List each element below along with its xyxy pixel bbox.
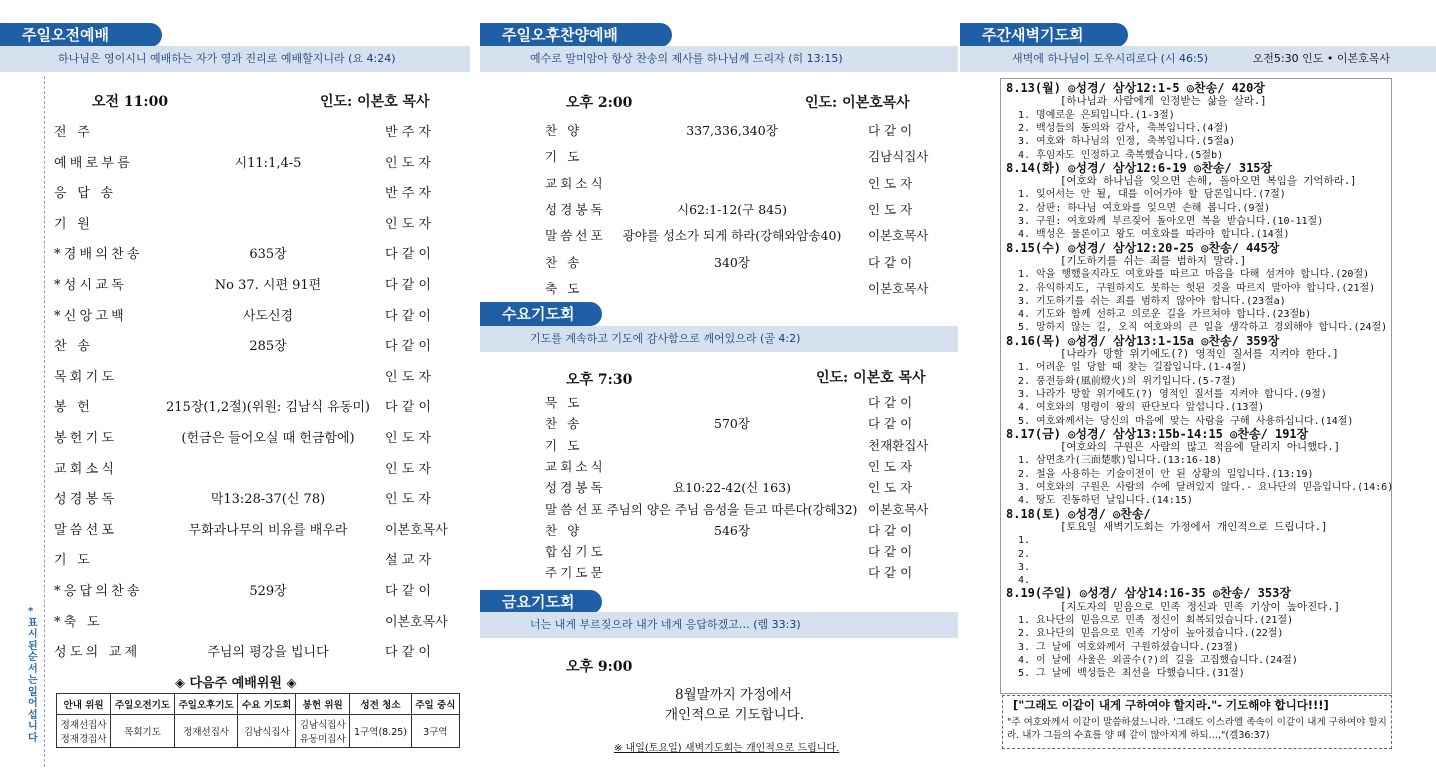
order-label: 교회소식 (54, 461, 118, 477)
order-content: 215장(1,2절)(위원: 김남식 유동미) (166, 400, 370, 416)
morning-left-rule (44, 76, 45, 767)
duty-value-cell: 3구역 (411, 715, 459, 748)
dawn-verse-text: 새벽에 하나님이 도우시리로다 (시 46:5) (1012, 52, 1209, 65)
dawn-time-leader: 오전5:30 인도 • 이본호목사 (1252, 52, 1390, 65)
order-label: *성시교독 (54, 278, 127, 293)
dawn-day-point: 1. 악을 행했을지라도 여호와를 따르고 마음을 다해 섬겨야 합니다.(20절) (1018, 269, 1370, 281)
dawn-day-point: 3. (1018, 561, 1031, 573)
dawn-day-theme: [지도자의 믿음으로 민족 정신과 민족 기상이 높아진다.] (1060, 600, 1341, 613)
dawn-day-point: 3. 기도하기를 쉬는 죄를 범하지 않아야 합니다.(23절a) (1018, 295, 1286, 307)
morning-time: 오전 11:00 (92, 94, 169, 110)
dawn-day-point: 3. 그 날에 여호와께서 구원하셨습니다.(23절) (1018, 641, 1239, 653)
morning-title: 주일오전예배 (0, 23, 162, 47)
dawn-day-heading: 8.15(수) ◎성경/ 삼상12:20-25 ◎찬송/ 445장 (1006, 240, 1280, 255)
dawn-day-point: 2. 삼판: 하나님 여호와를 잊으면 손해 봅니다.(9절) (1018, 202, 1271, 214)
dawn-quote-body: "주 여호와께서 이같이 말씀하셨느니라. '그래도 이스라엘 족속이 이같이 내게 구하여야 할지라. 내가 그들의 수효를 양 떼 같이 많아지게 하되…,"(겔36:37) (1007, 717, 1387, 741)
friday-line-2: 개인적으로 기도합니다. (665, 707, 804, 723)
order-label: 찬 송 (54, 339, 93, 355)
order-person: 인 도 자 (385, 155, 431, 171)
order-content: 주님의 양은 주님 음성을 듣고 따른다(강해32) (606, 501, 858, 517)
order-person: 반 주 자 (385, 125, 431, 140)
order-person: 다 같 이 (385, 400, 431, 416)
dawn-day-point: 4. 후임자도 인정하고 축복했습니다.(5절b) (1018, 149, 1224, 161)
order-content: 사도신경 (242, 308, 294, 324)
dawn-day-point: 2. 백성들의 동의와 감사, 축복입니다.(4절) (1018, 122, 1230, 134)
dawn-day-point: 4. 기도와 함께 선하고 의로운 길을 가르쳐야 합니다.(23절b) (1018, 309, 1312, 321)
dawn-day-point: 4. 백성은 물론이고 왕도 여호와를 따라야 합니다.(14절) (1018, 229, 1290, 241)
order-label: 합심기도 (545, 544, 606, 560)
duty-header-cell: 봉헌 위원 (296, 694, 350, 715)
order-person: 다 같 이 (868, 395, 913, 410)
order-label: 목회기도 (54, 369, 118, 385)
dawn-quote-title: ["그래도 이같이 내게 구하여야 할지라."- 기도해야 합니다!!!] (1013, 698, 1329, 712)
order-content: 337,336,340장 (686, 123, 778, 138)
duty-value-row (57, 715, 460, 748)
dawn-day-point: 4. 땅도 진동하던 날입니다.(14:15) (1018, 495, 1193, 507)
order-label: *신앙고백 (54, 308, 127, 324)
morning-verse-text: 하나님은 영이시니 예배하는 자가 영과 진리로 예배할지니라 (요 4:24) (58, 52, 396, 65)
order-person: 인 도 자 (385, 492, 431, 508)
order-content: 285장 (249, 339, 287, 355)
dawn-day-point: 5. 망하지 않는 길, 오직 여호와의 큰 일을 생각하고 경외해야 합니다.(24절) (1018, 322, 1388, 334)
order-label: *축 도 (54, 614, 103, 630)
dawn-verse (960, 46, 1436, 72)
dawn-day-point: 3. 여호와의 구원은 사람의 수에 달려있지 않다.- 요나단의 믿음입니다.(14:6) (1018, 482, 1394, 493)
order-label: 기 도 (545, 437, 583, 453)
order-person: 인 도 자 (868, 480, 913, 496)
dawn-day-point: 1. 삼면초가(三面楚歌)입니다.(13:16-18) (1018, 455, 1222, 467)
order-label: 말씀선포 (54, 522, 118, 538)
duty-value-cell: 정재선집사 (174, 715, 238, 748)
dawn-day-point: 2. 유익하지도, 구원하지도 못하는 헛된 것을 따르지 말아야 합니다.(21절) (1018, 282, 1376, 294)
friday-verse-text: 너는 내게 부르짖으라 내가 네게 응답하겠고… (렘 33:3) (530, 618, 801, 631)
order-person: 인 도 자 (868, 175, 913, 191)
dawn-day-point: 1. 요나단의 믿음으로 민족 정신이 회복되었습니다.(21절) (1018, 615, 1294, 626)
dawn-day-point: 1. (1018, 535, 1031, 547)
order-content: 529장 (249, 584, 287, 599)
dawn-day-heading: 8.13(월) ◎성경/ 삼상12:1-5 ◎찬송/ 420장 (1006, 81, 1265, 95)
standing-note (28, 606, 42, 744)
order-person: 김남식집사 (868, 149, 929, 165)
order-label: 예배로부름 (54, 155, 134, 171)
dawn-day-heading: 8.17(금) ◎성경/ 삼상13:15b-14:15 ◎찬송/ 191장 (1006, 426, 1309, 441)
order-label: 주기도문 (545, 565, 606, 581)
order-person: 천재환집사 (868, 437, 929, 453)
order-content: 요10:22-42(신 163) (673, 480, 791, 496)
order-person: 다 같 이 (385, 645, 431, 661)
order-person: 이본호목사 (385, 614, 448, 630)
order-label: 찬 송 (545, 416, 583, 432)
order-label: 성경봉독 (54, 492, 118, 508)
order-content: No 37. 시편 91편 (214, 278, 322, 293)
order-person: 이본호목사 (868, 228, 929, 244)
order-content: 시62:1-12(구 845) (677, 201, 787, 217)
order-label: 성도의 교제 (54, 645, 141, 661)
order-label: 찬 양 (545, 123, 583, 138)
afternoon-verse-text: 예수로 말미암아 항상 찬송의 제사를 하나님께 드리자 (히 13:15) (530, 52, 843, 65)
morning-verse (0, 46, 470, 72)
order-label: 기 도 (545, 149, 583, 165)
order-label: 교회소식 (545, 458, 606, 474)
wednesday-verse (480, 326, 958, 352)
order-content: 무화과나무의 비유를 배우라 (188, 522, 348, 538)
order-person: 다 같 이 (868, 254, 913, 270)
morning-column (0, 0, 470, 775)
order-person: 다 같 이 (385, 308, 431, 324)
friday-title: 금요기도회 (480, 590, 602, 614)
order-label: 봉헌기도 (54, 431, 118, 446)
friday-time: 오후 9:00 (566, 659, 633, 675)
duty-table (56, 693, 460, 748)
order-person: 다 같 이 (868, 522, 913, 538)
wednesday-time: 오후 7:30 (566, 372, 633, 388)
order-person: 인 도 자 (385, 216, 431, 232)
order-label: 말씀선포 (545, 228, 606, 244)
order-label: 성경봉독 (545, 480, 606, 496)
standing-note-text: *표시된 순서는 일어섭니다 (28, 606, 38, 744)
next-week-title: ◈ 다음주 예배위원 ◈ (175, 676, 297, 691)
order-label: 축 도 (545, 280, 583, 296)
dawn-day-theme: [나라가 망할 위기에도(?) 영적인 질서를 지켜야 한다.] (1060, 348, 1339, 360)
dawn-day-point: 2. 풍전등화(風前燈火)의 위기입니다.(5-7절) (1018, 375, 1237, 387)
order-person: 설 교 자 (385, 553, 431, 569)
duty-header-cell: 주일오전기도 (111, 694, 175, 715)
order-label: *응답의찬송 (54, 584, 143, 599)
dawn-day-theme: [여호와 하나님을 잊으면 손해, 돌아오면 복임을 기억하라.] (1060, 175, 1357, 188)
afternoon-leader: 인도: 이본호목사 (805, 95, 910, 111)
friday-note: ※ 내일(토요일) 새벽기도회는 개인적으로 드립니다. (614, 743, 840, 754)
dawn-day-point: 5. 그 날에 백성들은 최선을 다했습니다.(31절) (1018, 668, 1245, 680)
order-person: 다 같 이 (868, 416, 913, 432)
order-person: 인 도 자 (385, 369, 431, 385)
order-content: 주님의 평강을 빕니다 (207, 645, 329, 661)
order-label: 찬 송 (545, 254, 583, 270)
dawn-day-heading: 8.14(화) ◎성경/ 삼상12:6-19 ◎찬송/ 315장 (1006, 160, 1273, 175)
dawn-day-point: 4. (1018, 575, 1031, 587)
dawn-day-heading: 8.18(토) ◎성경/ ◎찬송/ (1006, 506, 1151, 521)
dawn-day-theme: [토요일 새벽기도회는 가정에서 개인적으로 드립니다.] (1060, 520, 1328, 533)
order-content: 340장 (714, 254, 750, 270)
order-content: 막13:28-37(신 78) (210, 492, 326, 508)
dawn-day-point: 3. 여호와 하나님의 인정, 축복입니다.(5절a) (1018, 136, 1236, 148)
wednesday-leader: 인도: 이본호 목사 (816, 370, 926, 386)
wednesday-title: 수요기도회 (480, 302, 602, 326)
duty-header-row (57, 694, 460, 715)
friday-line-1: 8월말까지 가정에서 (675, 687, 793, 703)
order-content: 광야를 성소가 되게 하라(강해와암송40) (622, 228, 842, 244)
morning-leader: 인도: 이본호 목사 (320, 94, 430, 110)
duty-value-cell: 목회기도 (111, 715, 175, 748)
dawn-day-point: 2. 철을 사용하는 기술이전이 안 된 상황의 일입니다.(13:19) (1018, 468, 1314, 480)
order-person: 인 도 자 (868, 458, 913, 474)
order-person: 이본호목사 (868, 501, 929, 517)
afternoon-verse (480, 46, 958, 72)
dawn-day-point: 1. 잊어서는 안 될, 대를 이어가야 할 담론입니다.(7절) (1018, 189, 1286, 201)
order-label: 묵 도 (545, 395, 583, 410)
order-label: *경배의찬송 (54, 247, 143, 263)
dawn-day-point: 2. (1018, 548, 1031, 560)
duty-value-cell: 정재선집사 정재경집사 (57, 715, 111, 748)
dawn-column (960, 0, 1436, 775)
order-person: 다 같 이 (385, 278, 431, 293)
afternoon-title: 주일오후찬양예배 (480, 23, 672, 47)
order-content: 635장 (249, 247, 287, 263)
order-person: 인 도 자 (868, 201, 913, 217)
order-content: 570장 (714, 416, 750, 432)
middle-column (480, 0, 958, 775)
duty-value-cell: 1구역(8.25) (350, 715, 411, 748)
order-label: 기 원 (54, 216, 93, 232)
order-label: 응 답 송 (54, 186, 117, 202)
order-content: 시11:1,4-5 (234, 155, 302, 171)
order-person: 이본호목사 (868, 280, 929, 296)
order-content: (헌금은 들어오실 때 헌금함에) (181, 431, 355, 446)
order-label: 봉 헌 (54, 400, 93, 416)
dawn-day-point: 4. 여호와의 명령이 왕의 판단보다 앞섭니다.(13절) (1018, 402, 1265, 414)
order-person: 이본호목사 (385, 522, 448, 538)
dawn-day-point: 3. 나라가 망할 위기에도(?) 영적인 질서를 지켜야 합니다.(9절) (1018, 388, 1327, 400)
order-person: 다 같 이 (385, 247, 431, 263)
duty-header-cell: 안내 위원 (57, 694, 111, 715)
dawn-day-point: 1. 어려운 일 당할 때 찾는 길잡입니다.(1-4절) (1018, 362, 1248, 374)
order-label: 교회소식 (545, 175, 606, 191)
dawn-day-theme: [하나님과 사람에게 인정받는 삶을 살라.] (1060, 95, 1267, 108)
order-person: 다 같 이 (868, 123, 913, 138)
dawn-day-heading: 8.16(목) ◎성경/ 삼상13:1-15a ◎찬송/ 359장 (1006, 333, 1280, 348)
order-label: 말씀선포 (545, 501, 606, 517)
order-label: 기 도 (54, 553, 93, 569)
afternoon-time: 오후 2:00 (566, 95, 633, 111)
dawn-day-point: 4. 이 날에 사울은 외골수(?)의 길을 고집했습니다.(24절) (1018, 654, 1298, 666)
duty-header-cell: 주일 중식 (411, 694, 459, 715)
friday-verse (480, 612, 958, 638)
duty-value-cell: 김남식집사 유동미집사 (296, 715, 350, 748)
dawn-day-point: 5. 여호와께서는 당신의 마음에 맞는 사람을 구해 사용하십니다.(14절) (1018, 415, 1354, 427)
dawn-day-heading: 8.19(주일) ◎성경/ 삼상14:16-35 ◎찬송/ 353장 (1006, 586, 1291, 601)
wednesday-verse-text: 기도를 계속하고 기도에 감사함으로 깨어있으라 (골 4:2) (530, 332, 801, 345)
dawn-day-theme: [기도하기를 쉬는 죄를 범하지 말라.] (1060, 254, 1247, 267)
order-person: 다 같 이 (868, 544, 913, 560)
dawn-day-point: 1. 명예로운 은퇴입니다.(1-3절) (1018, 109, 1175, 121)
duty-value-cell: 김남식집사 (238, 715, 296, 748)
dawn-day-point: 2. 요나단의 믿음으로 민족 기상이 높아졌습니다.(22절) (1018, 628, 1284, 640)
order-person: 다 같 이 (868, 565, 913, 581)
order-person: 인 도 자 (385, 461, 431, 477)
order-content: 546장 (714, 522, 750, 538)
dawn-day-theme: [여호와의 구원은 사람의 많고 적음에 달리지 아니했다.] (1060, 441, 1341, 454)
dawn-day-point: 3. 구원: 여호와께 부르짖어 돌아오면 복을 받습니다.(10-11절) (1018, 216, 1324, 227)
order-label: 성경봉독 (545, 201, 606, 217)
duty-header-cell: 성전 청소 (350, 694, 411, 715)
order-person: 반 주 자 (385, 186, 431, 202)
dawn-title: 주간새벽기도회 (960, 23, 1128, 47)
duty-header-cell: 수요 기도회 (238, 694, 296, 715)
duty-header-cell: 주일오후기도 (174, 694, 238, 715)
order-person: 다 같 이 (385, 584, 431, 599)
order-person: 다 같 이 (385, 339, 431, 355)
dawn-quote-box (1002, 695, 1392, 749)
order-label: 찬 양 (545, 522, 583, 538)
order-person: 인 도 자 (385, 431, 431, 446)
order-label: 전 주 (54, 125, 93, 140)
